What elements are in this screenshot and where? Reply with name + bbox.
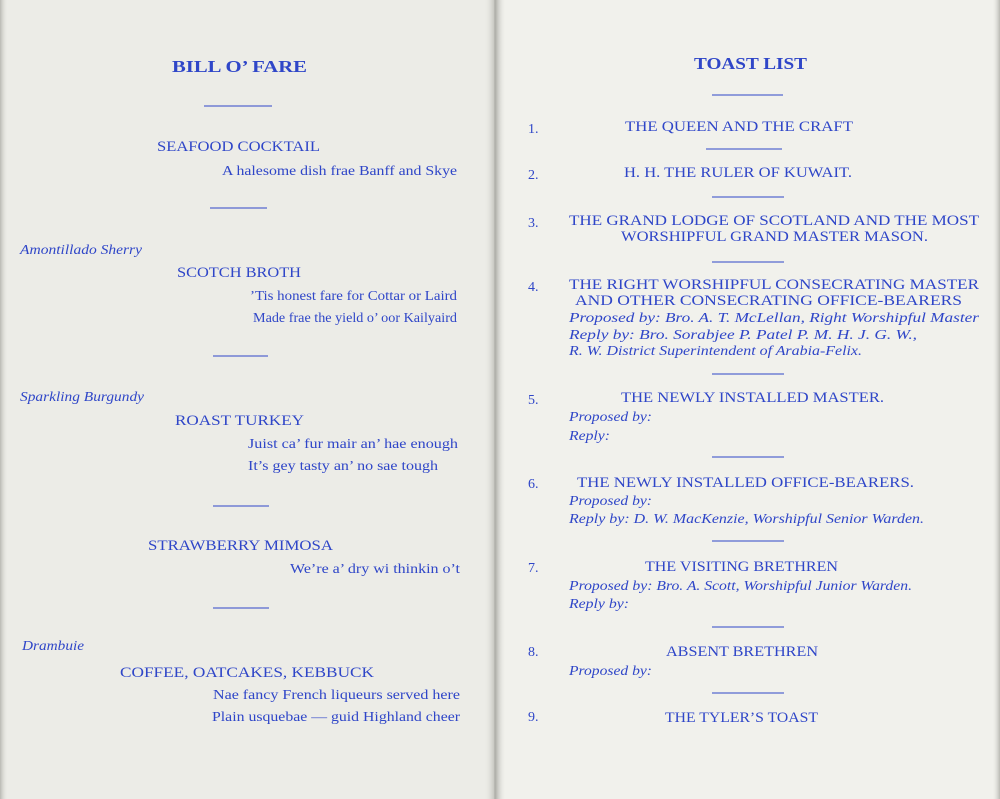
toast-title: WORSHIPFUL GRAND MASTER MASON. [621, 229, 928, 245]
toast-title: ABSENT BRETHREN [666, 644, 819, 660]
course-name: COFFEE, OATCAKES, KEBBUCK [120, 665, 375, 681]
toast-title: AND OTHER CONSECRATING OFFICE-BEARERS [575, 293, 962, 309]
wine-pairing: Sparkling Burgundy [20, 389, 144, 404]
toast-detail: Reply: [567, 428, 610, 443]
toast-title: H. H. THE RULER OF KUWAIT. [624, 165, 852, 181]
toast-list-title: TOAST LIST [694, 54, 808, 73]
toast-number: 2. [528, 168, 539, 183]
course-name: STRAWBERRY MIMOSA [148, 538, 334, 554]
toast-title: THE GRAND LODGE OF SCOTLAND AND THE MOST [569, 213, 979, 229]
toast-detail: R. W. District Superintendent of Arabia-Felix. [567, 343, 862, 358]
toast-detail: Proposed by: [567, 409, 652, 424]
toast-title: THE RIGHT WORSHIPFUL CONSECRATING MASTER [569, 277, 979, 293]
toast-title: THE TYLER’S TOAST [665, 710, 818, 726]
toast-number: 8. [528, 645, 539, 660]
course-verse-line: A halesome dish frae Banff and Skye [222, 164, 457, 179]
course-verse-line: Made frae the yield o’ oor Kailyaird [253, 311, 457, 326]
course-verse-line: It’s gey tasty an’ no sae tough [248, 459, 438, 474]
toast-number: 1. [528, 122, 539, 137]
toast-detail: Proposed by: Bro. A. Scott, Worshipful Junior Warden. [567, 578, 912, 593]
wine-pairing: Drambuie [20, 638, 85, 653]
course-verse-line: ’Tis honest fare for Cottar or Laird [250, 289, 457, 304]
bill-of-fare-title: BILL O’ FARE [172, 57, 307, 76]
toast-title: THE QUEEN AND THE CRAFT [625, 119, 853, 135]
course-name: ROAST TURKEY [175, 413, 305, 429]
course-verse-line: Plain usquebae — guid Highland cheer [212, 710, 461, 725]
toast-detail: Proposed by: [567, 493, 652, 508]
toast-detail: Reply by: Bro. Sorabjee P. Patel P. M. H. J. G. W., [567, 327, 917, 342]
course-name: SEAFOOD COCKTAIL [157, 139, 320, 155]
toast-detail: Reply by: D. W. MacKenzie, Worshipful Senior Warden. [567, 511, 924, 526]
right-page-edge-shadow [992, 0, 1000, 799]
toast-number: 3. [528, 216, 539, 231]
toast-title: THE NEWLY INSTALLED MASTER. [621, 390, 884, 406]
course-name: SCOTCH BROTH [177, 265, 302, 281]
toast-title: THE NEWLY INSTALLED OFFICE-BEARERS. [577, 475, 914, 491]
toast-number: 7. [528, 561, 539, 576]
wine-pairing: Amontillado Sherry [18, 242, 143, 257]
toast-number: 9. [528, 710, 539, 725]
course-verse-line: Juist ca’ fur mair an’ hae enough [248, 437, 458, 452]
toast-number: 6. [528, 477, 539, 492]
toast-number: 5. [528, 393, 539, 408]
toast-detail: Proposed by: Bro. A. T. McLellan, Right Worshipful Master [567, 310, 980, 325]
course-verse-line: Nae fancy French liqueurs served here [213, 688, 460, 703]
toast-title: THE VISITING BRETHREN [645, 559, 839, 575]
course-verse-line: We’re a’ dry wi thinkin o’t [290, 562, 461, 577]
toast-detail: Reply by: [567, 596, 629, 611]
left-page-edge-shadow [0, 0, 8, 799]
toast-number: 4. [528, 280, 539, 295]
toast-detail: Proposed by: [567, 663, 652, 678]
